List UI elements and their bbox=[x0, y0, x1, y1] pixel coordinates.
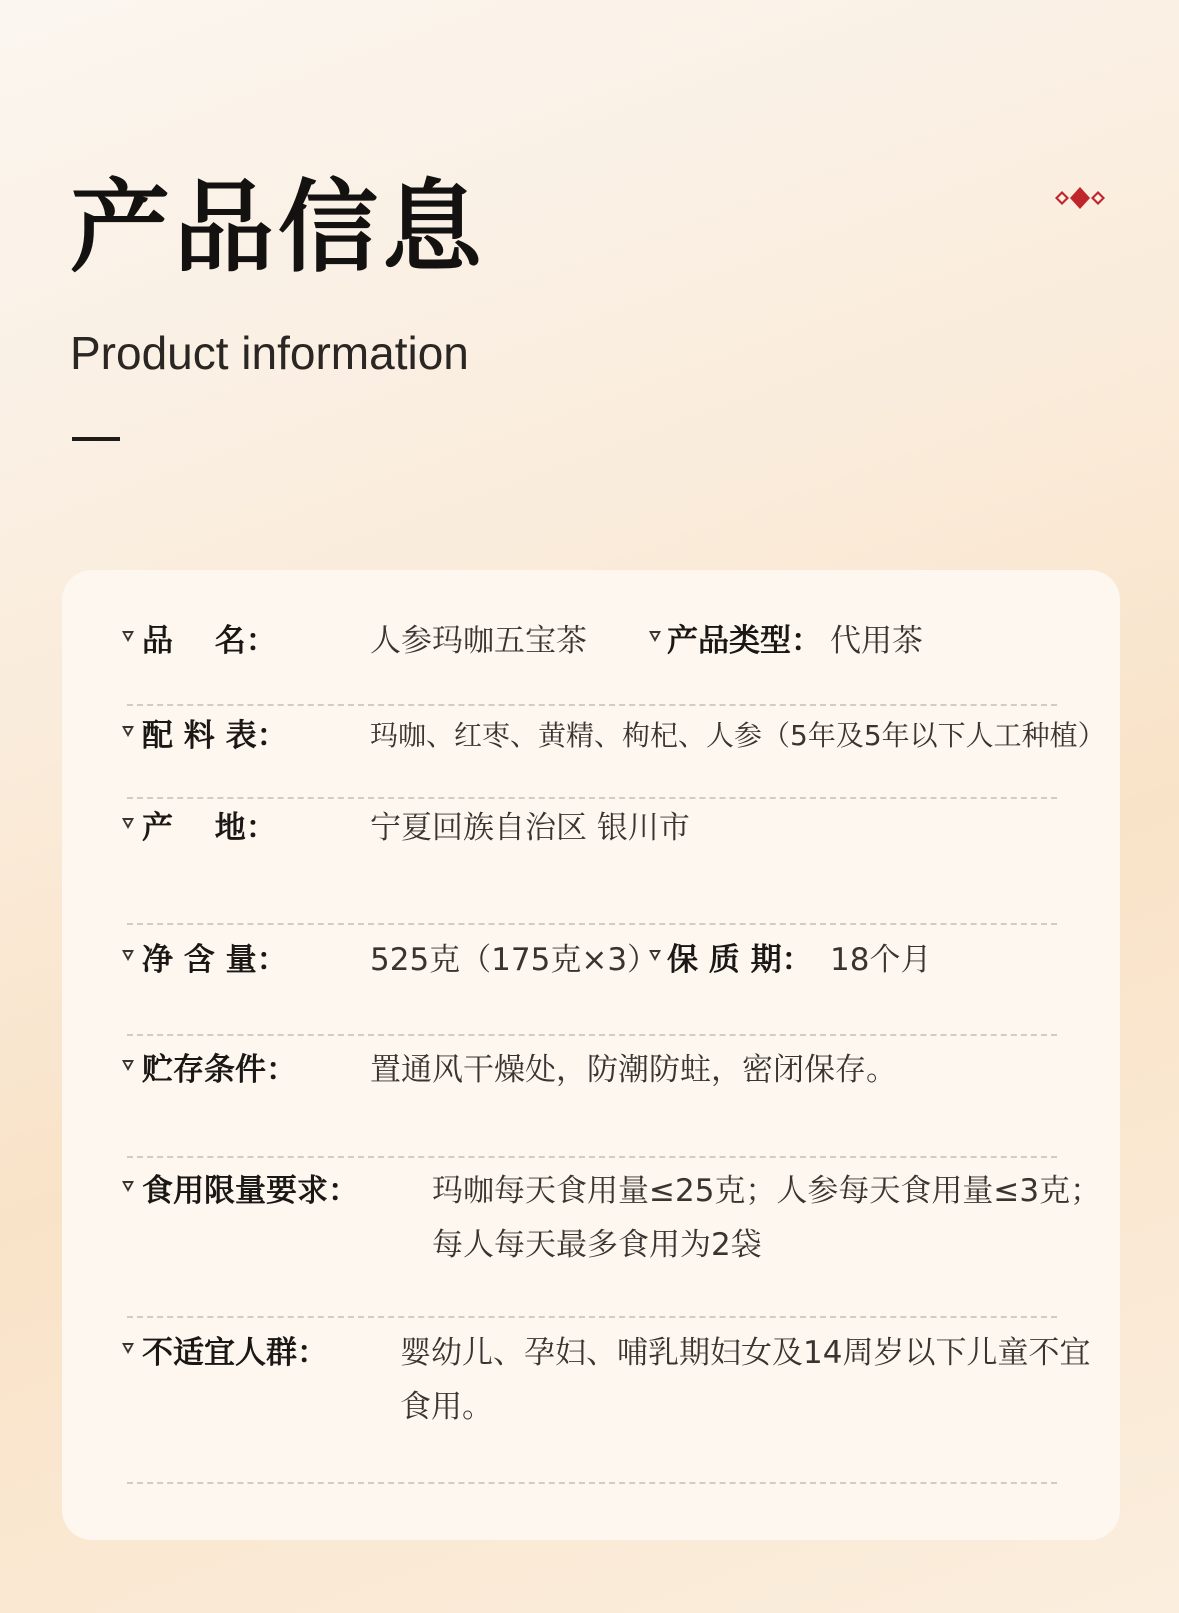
triangle-marker-icon bbox=[649, 631, 661, 642]
dashed-divider bbox=[127, 704, 1057, 706]
ingredients-label: 配 料 表： bbox=[142, 718, 288, 754]
consumption-limit-value-line2: 每人每天最多食用为2袋 bbox=[432, 1227, 762, 1263]
dashed-divider bbox=[127, 923, 1057, 925]
info-row-ingredients bbox=[122, 710, 1106, 762]
unsuitable-population-label: 不适宜人群： bbox=[142, 1335, 328, 1371]
name-label: 品 名： bbox=[142, 623, 277, 659]
consumption-limit-label: 食用限量要求： bbox=[142, 1173, 359, 1209]
product-info-card bbox=[62, 570, 1120, 1540]
triangle-marker-icon bbox=[122, 1060, 134, 1071]
type-value: 代用茶 bbox=[830, 623, 923, 659]
name-value: 人参玛咖五宝茶 bbox=[370, 623, 587, 659]
page-title-cn: 产品信息 bbox=[70, 169, 486, 286]
triangle-marker-icon bbox=[122, 950, 134, 961]
triangle-marker-icon bbox=[122, 631, 134, 642]
origin-label: 产 地： bbox=[142, 810, 277, 846]
title-underline bbox=[72, 437, 120, 441]
unsuitable-population-value-line2: 食用。 bbox=[400, 1389, 493, 1425]
shelf-life-value: 18个月 bbox=[830, 942, 932, 978]
ingredients-value: 玛咖、红枣、黄精、枸杞、人参（5年及5年以下人工种植） bbox=[370, 719, 1106, 752]
storage-label: 贮存条件： bbox=[142, 1052, 297, 1088]
origin-value: 宁夏回族自治区 银川市 bbox=[370, 810, 690, 846]
dashed-divider bbox=[127, 1316, 1057, 1318]
red-diamond-ornament-icon bbox=[1052, 183, 1108, 213]
triangle-marker-icon bbox=[122, 726, 134, 737]
dashed-divider bbox=[127, 1156, 1057, 1158]
net-content-value: 525克（175克×3） bbox=[370, 942, 659, 978]
dashed-divider bbox=[127, 1034, 1057, 1036]
consumption-limit-value-line1: 玛咖每天食用量≤25克；人参每天食用量≤3克； bbox=[432, 1173, 1102, 1209]
info-row-consumption-limit bbox=[122, 1165, 1102, 1273]
unsuitable-population-value-line1: 婴幼儿、孕妇、哺乳期妇女及14周岁以下儿童不宜 bbox=[400, 1335, 1091, 1371]
triangle-marker-icon bbox=[122, 1181, 134, 1192]
info-row-name bbox=[122, 615, 1062, 667]
net-content-label: 净 含 量： bbox=[142, 942, 288, 978]
info-row-storage bbox=[122, 1044, 1062, 1096]
dashed-divider bbox=[127, 797, 1057, 799]
storage-value: 置通风干燥处，防潮防蛀，密闭保存。 bbox=[370, 1052, 897, 1088]
info-row-net-content bbox=[122, 934, 1062, 986]
triangle-marker-icon bbox=[122, 818, 134, 829]
shelf-life-label: 保 质 期： bbox=[667, 942, 813, 978]
dashed-divider bbox=[127, 1482, 1057, 1484]
triangle-marker-icon bbox=[649, 950, 661, 961]
info-row-unsuitable-population bbox=[122, 1327, 1091, 1435]
info-row-origin bbox=[122, 802, 1062, 854]
page-title-en: Product information bbox=[70, 327, 469, 379]
type-label: 产品类型： bbox=[667, 623, 822, 659]
triangle-marker-icon bbox=[122, 1343, 134, 1354]
